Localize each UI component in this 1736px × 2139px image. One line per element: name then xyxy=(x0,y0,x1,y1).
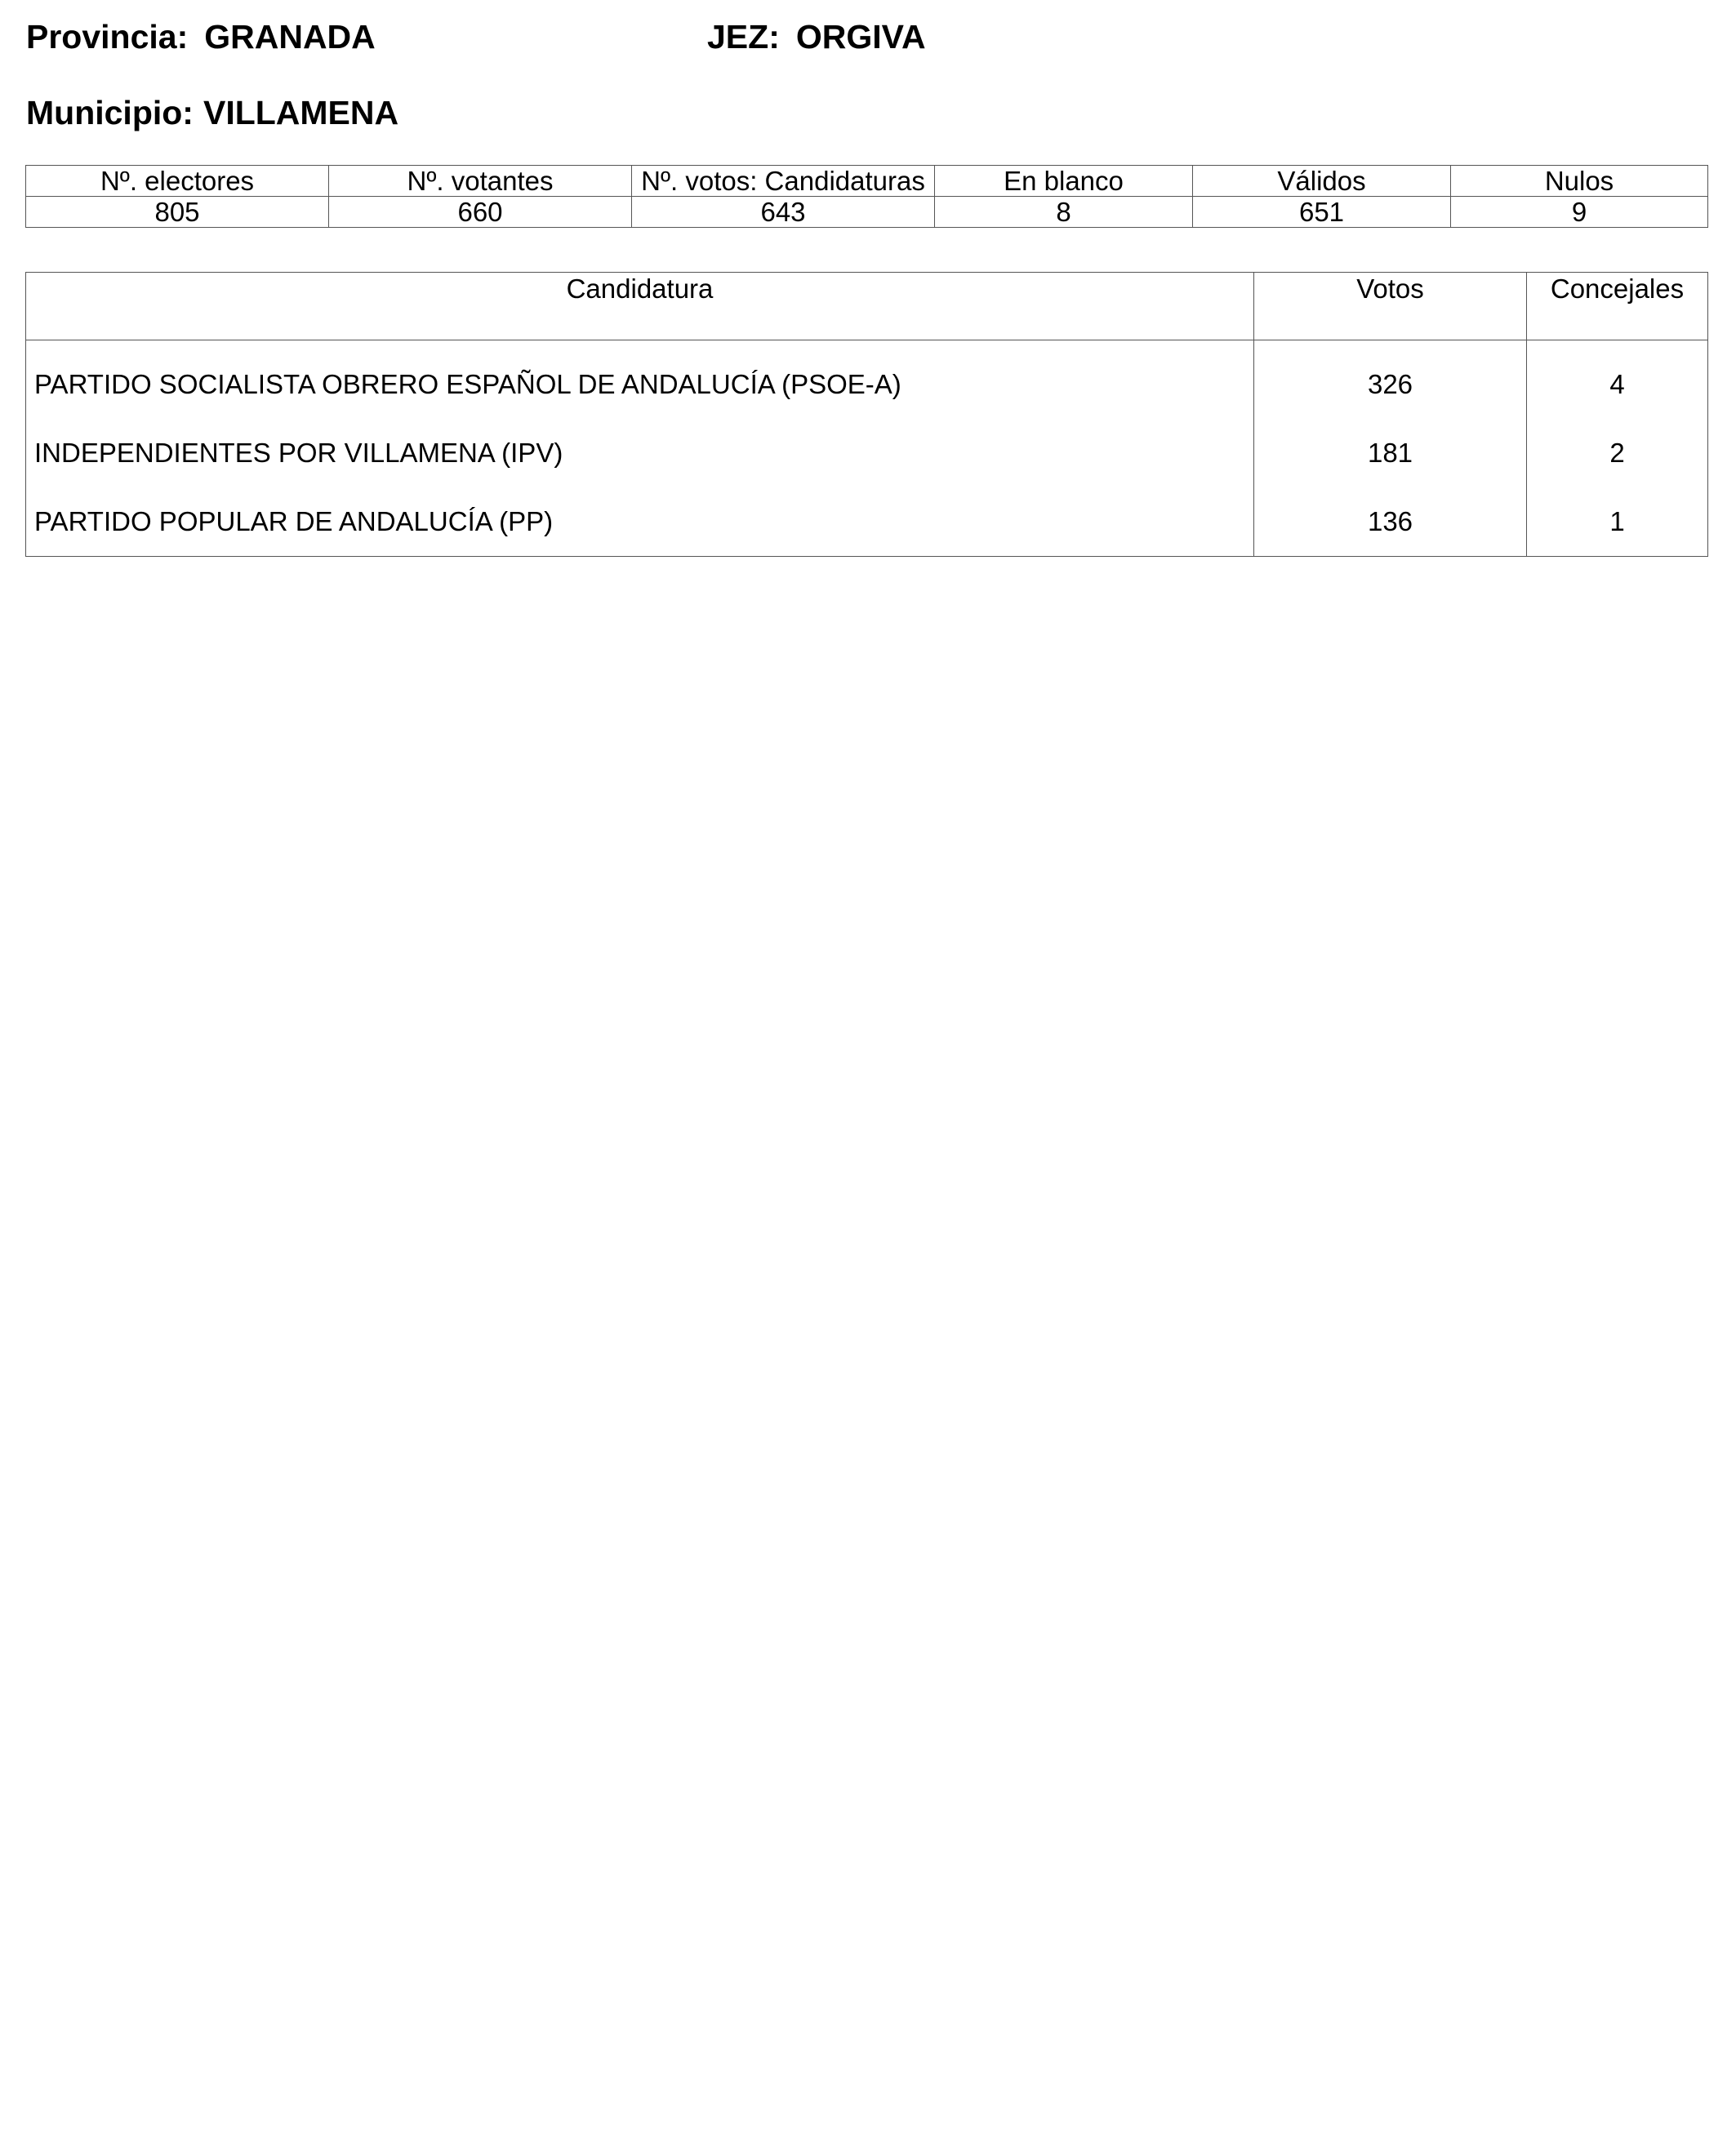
summary-header-validos: Válidos xyxy=(1193,166,1451,197)
provincia-label: Provincia: xyxy=(26,18,189,56)
results-header-candidatura: Candidatura xyxy=(26,273,1254,340)
summary-header-electores: Nº. electores xyxy=(26,166,329,197)
party-votos: 136 xyxy=(1254,487,1527,557)
jez-value: ORGIVA xyxy=(795,18,926,56)
municipio-value: VILLAMENA xyxy=(203,94,399,131)
results-table xyxy=(25,272,1708,557)
results-header-row xyxy=(26,273,1708,340)
summary-table xyxy=(25,165,1708,228)
provincia-value: GRANADA xyxy=(204,18,376,56)
provincia-line xyxy=(26,17,376,56)
summary-header-votantes: Nº. votantes xyxy=(329,166,632,197)
table-row xyxy=(26,487,1708,557)
municipio-line xyxy=(26,93,398,132)
summary-header-nulos: Nulos xyxy=(1451,166,1708,197)
table-row xyxy=(26,340,1708,420)
summary-value-votos-candidaturas: 643 xyxy=(632,197,935,228)
party-name: INDEPENDIENTES POR VILLAMENA (IPV) xyxy=(26,419,1254,487)
summary-value-row xyxy=(26,197,1708,228)
summary-value-nulos: 9 xyxy=(1451,197,1708,228)
summary-header-row xyxy=(26,166,1708,197)
results-header-concejales: Concejales xyxy=(1527,273,1708,340)
summary-value-en-blanco: 8 xyxy=(935,197,1193,228)
summary-value-validos: 651 xyxy=(1193,197,1451,228)
summary-header-en-blanco: En blanco xyxy=(935,166,1193,197)
party-concejales: 2 xyxy=(1527,419,1708,487)
party-concejales: 1 xyxy=(1527,487,1708,557)
party-votos: 326 xyxy=(1254,340,1527,420)
municipio-label: Municipio: xyxy=(26,94,194,131)
results-header-votos: Votos xyxy=(1254,273,1527,340)
summary-header-votos-candidaturas: Nº. votos: Candidaturas xyxy=(632,166,935,197)
jez-line xyxy=(707,17,926,56)
summary-value-votantes: 660 xyxy=(329,197,632,228)
table-row xyxy=(26,419,1708,487)
party-name: PARTIDO POPULAR DE ANDALUCÍA (PP) xyxy=(26,487,1254,557)
party-concejales: 4 xyxy=(1527,340,1708,420)
summary-value-electores: 805 xyxy=(26,197,329,228)
party-votos: 181 xyxy=(1254,419,1527,487)
party-name: PARTIDO SOCIALISTA OBRERO ESPAÑOL DE ANDALUCÍA (PSOE-A) xyxy=(26,340,1254,420)
jez-label: JEZ: xyxy=(707,18,780,56)
